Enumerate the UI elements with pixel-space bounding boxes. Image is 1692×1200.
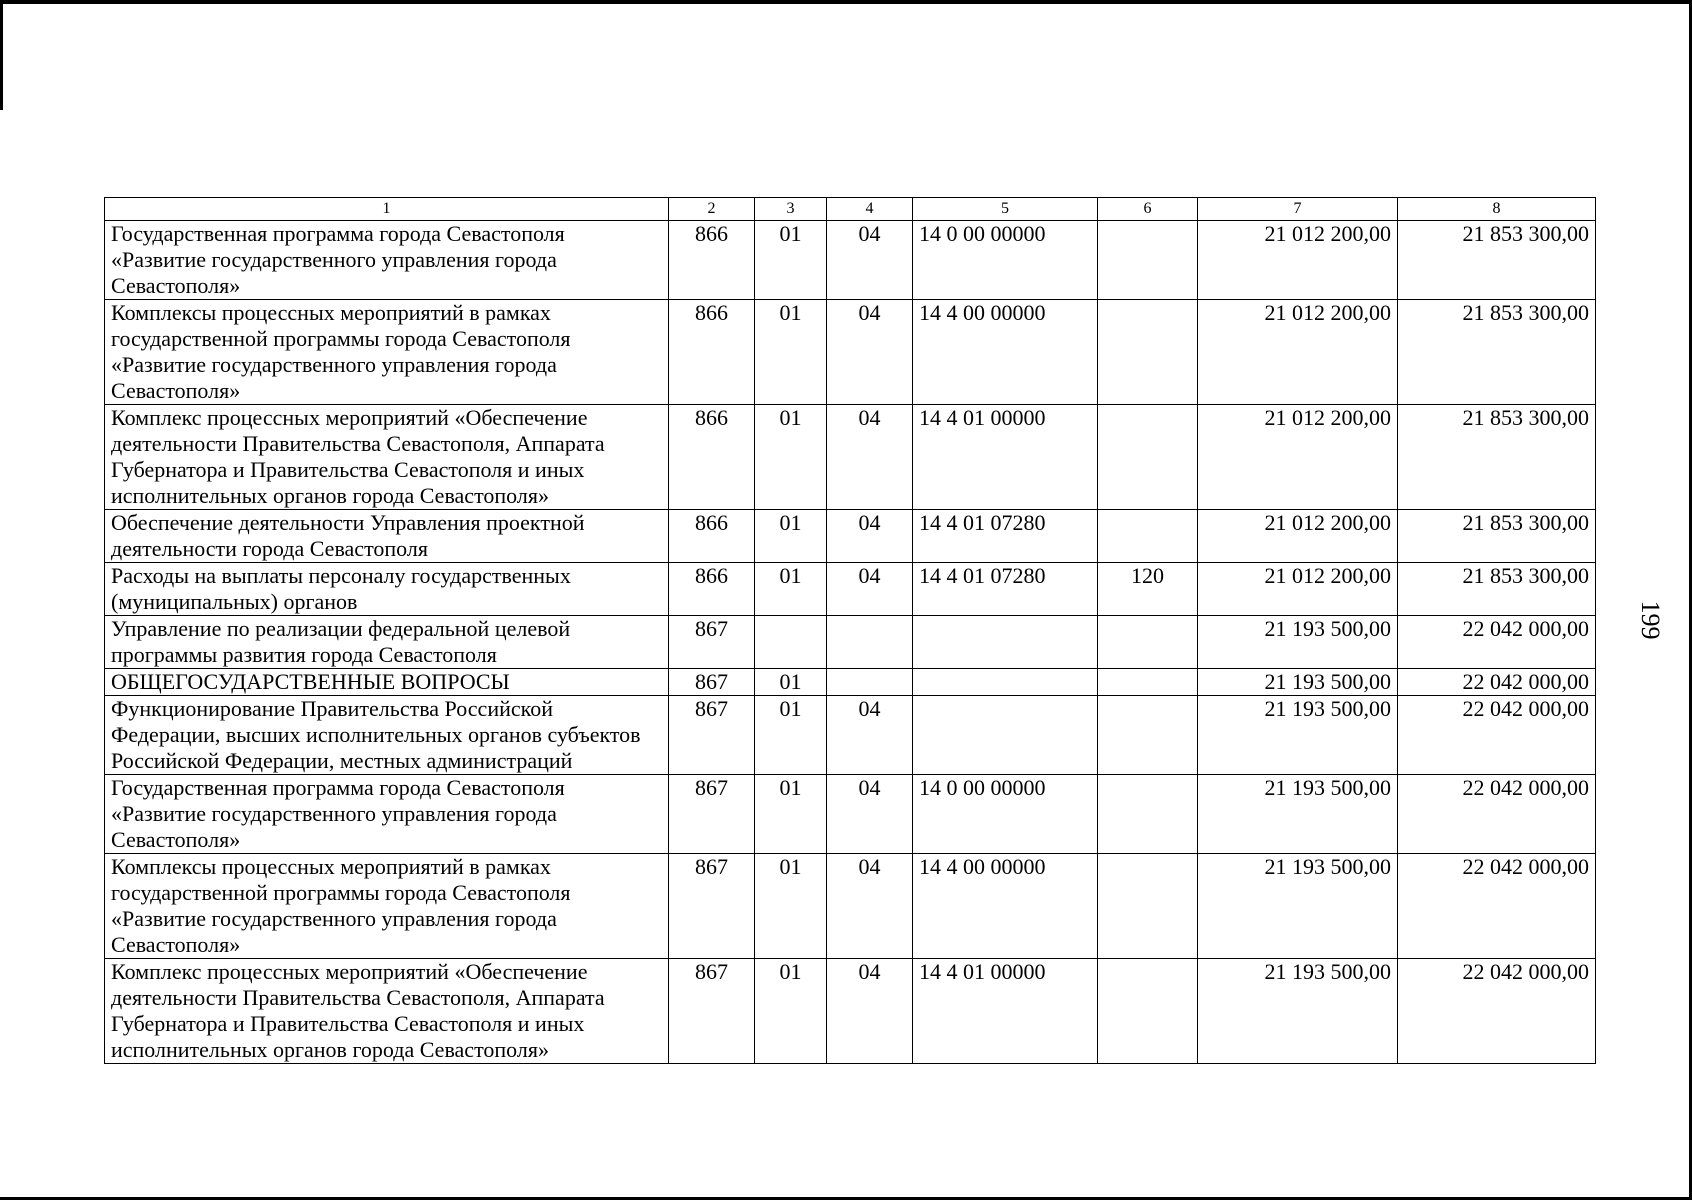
target-article-cell: 14 4 00 00000 xyxy=(913,854,1098,959)
column-header: 7 xyxy=(1198,198,1398,221)
subsection-code-cell: 04 xyxy=(827,221,913,300)
scan-border-left xyxy=(0,0,3,110)
table-row xyxy=(105,696,1596,775)
section-code-cell: 01 xyxy=(755,959,827,1064)
subsection-code-cell: 04 xyxy=(827,696,913,775)
column-header: 8 xyxy=(1398,198,1596,221)
table-row xyxy=(105,405,1596,510)
section-code-cell: 01 xyxy=(755,300,827,405)
amount-year2-cell: 21 853 300,00 xyxy=(1398,405,1596,510)
subsection-code-cell: 04 xyxy=(827,854,913,959)
table-row xyxy=(105,775,1596,854)
column-header: 5 xyxy=(913,198,1098,221)
subsection-code-cell xyxy=(827,616,913,669)
section-code-cell: 01 xyxy=(755,510,827,563)
amount-year2-cell: 21 853 300,00 xyxy=(1398,221,1596,300)
grbs-code-cell: 867 xyxy=(669,669,755,696)
amount-year1-cell: 21 012 200,00 xyxy=(1198,221,1398,300)
amount-year2-cell: 22 042 000,00 xyxy=(1398,696,1596,775)
target-article-cell xyxy=(913,669,1098,696)
grbs-code-cell: 866 xyxy=(669,405,755,510)
column-header: 2 xyxy=(669,198,755,221)
grbs-code-cell: 867 xyxy=(669,616,755,669)
section-code-cell: 01 xyxy=(755,221,827,300)
expense-type-cell xyxy=(1098,221,1198,300)
expense-type-cell xyxy=(1098,775,1198,854)
amount-year1-cell: 21 012 200,00 xyxy=(1198,510,1398,563)
grbs-code-cell: 866 xyxy=(669,510,755,563)
amount-year2-cell: 22 042 000,00 xyxy=(1398,669,1596,696)
row-name-cell: Обеспечение деятельности Управления проектной деятельности города Севастополя xyxy=(105,510,669,563)
expense-type-cell xyxy=(1098,300,1198,405)
row-name-cell: Комплекс процессных мероприятий «Обеспечение деятельности Правительства Севастополя, Аппарата Губернатора и Правительства Севастополя и иных исполнительных органов города Севастополя» xyxy=(105,405,669,510)
amount-year1-cell: 21 193 500,00 xyxy=(1198,959,1398,1064)
amount-year2-cell: 22 042 000,00 xyxy=(1398,616,1596,669)
amount-year2-cell: 22 042 000,00 xyxy=(1398,775,1596,854)
row-name-cell: Расходы на выплаты персоналу государственных (муниципальных) органов xyxy=(105,563,669,616)
expense-type-cell xyxy=(1098,959,1198,1064)
target-article-cell: 14 4 00 00000 xyxy=(913,300,1098,405)
expense-type-cell xyxy=(1098,510,1198,563)
section-code-cell: 01 xyxy=(755,854,827,959)
section-code-cell xyxy=(755,616,827,669)
target-article-cell: 14 0 00 00000 xyxy=(913,221,1098,300)
row-name-cell: Управление по реализации федеральной целевой программы развития города Севастополя xyxy=(105,616,669,669)
amount-year1-cell: 21 012 200,00 xyxy=(1198,405,1398,510)
row-name-cell: Государственная программа города Севастополя «Развитие государственного управления города Севастополя» xyxy=(105,775,669,854)
header-row xyxy=(105,198,1596,221)
amount-year2-cell: 21 853 300,00 xyxy=(1398,510,1596,563)
amount-year2-cell: 21 853 300,00 xyxy=(1398,563,1596,616)
grbs-code-cell: 866 xyxy=(669,300,755,405)
section-code-cell: 01 xyxy=(755,775,827,854)
target-article-cell: 14 4 01 00000 xyxy=(913,959,1098,1064)
amount-year2-cell: 21 853 300,00 xyxy=(1398,300,1596,405)
target-article-cell: 14 4 01 07280 xyxy=(913,510,1098,563)
amount-year1-cell: 21 193 500,00 xyxy=(1198,669,1398,696)
expense-type-cell xyxy=(1098,669,1198,696)
section-code-cell: 01 xyxy=(755,696,827,775)
expense-type-cell xyxy=(1098,854,1198,959)
table-row xyxy=(105,854,1596,959)
table-row xyxy=(105,221,1596,300)
subsection-code-cell: 04 xyxy=(827,510,913,563)
grbs-code-cell: 866 xyxy=(669,563,755,616)
table-row xyxy=(105,563,1596,616)
table-row xyxy=(105,510,1596,563)
amount-year1-cell: 21 193 500,00 xyxy=(1198,696,1398,775)
table-row xyxy=(105,669,1596,696)
grbs-code-cell: 867 xyxy=(669,854,755,959)
page-number: 199 xyxy=(1636,600,1665,640)
expense-type-cell: 120 xyxy=(1098,563,1198,616)
section-code-cell: 01 xyxy=(755,669,827,696)
row-name-cell: ОБЩЕГОСУДАРСТВЕННЫЕ ВОПРОСЫ xyxy=(105,669,669,696)
subsection-code-cell: 04 xyxy=(827,959,913,1064)
grbs-code-cell: 866 xyxy=(669,221,755,300)
column-header: 3 xyxy=(755,198,827,221)
grbs-code-cell: 867 xyxy=(669,696,755,775)
row-name-cell: Комплекс процессных мероприятий «Обеспечение деятельности Правительства Севастополя, Аппарата Губернатора и Правительства Севастополя и иных исполнительных органов города Севастополя» xyxy=(105,959,669,1064)
target-article-cell: 14 4 01 00000 xyxy=(913,405,1098,510)
amount-year1-cell: 21 193 500,00 xyxy=(1198,616,1398,669)
amount-year1-cell: 21 012 200,00 xyxy=(1198,563,1398,616)
amount-year2-cell: 22 042 000,00 xyxy=(1398,854,1596,959)
scan-border-top xyxy=(0,0,1692,4)
table-body xyxy=(105,221,1596,1064)
row-name-cell: Комплексы процессных мероприятий в рамках государственной программы города Севастополя «Развитие государственного управления города Севастополя» xyxy=(105,854,669,959)
column-header: 6 xyxy=(1098,198,1198,221)
expense-type-cell xyxy=(1098,616,1198,669)
amount-year1-cell: 21 193 500,00 xyxy=(1198,775,1398,854)
amount-year1-cell: 21 012 200,00 xyxy=(1198,300,1398,405)
target-article-cell xyxy=(913,696,1098,775)
subsection-code-cell: 04 xyxy=(827,300,913,405)
target-article-cell xyxy=(913,616,1098,669)
expense-type-cell xyxy=(1098,405,1198,510)
subsection-code-cell xyxy=(827,669,913,696)
table-row xyxy=(105,300,1596,405)
column-header: 4 xyxy=(827,198,913,221)
subsection-code-cell: 04 xyxy=(827,563,913,616)
grbs-code-cell: 867 xyxy=(669,959,755,1064)
amount-year2-cell: 22 042 000,00 xyxy=(1398,959,1596,1064)
table-row xyxy=(105,959,1596,1064)
target-article-cell: 14 4 01 07280 xyxy=(913,563,1098,616)
expense-type-cell xyxy=(1098,696,1198,775)
subsection-code-cell: 04 xyxy=(827,775,913,854)
target-article-cell: 14 0 00 00000 xyxy=(913,775,1098,854)
budget-table xyxy=(104,197,1596,1064)
section-code-cell: 01 xyxy=(755,405,827,510)
row-name-cell: Функционирование Правительства Российской Федерации, высших исполнительных органов субъектов Российской Федерации, местных администраций xyxy=(105,696,669,775)
row-name-cell: Государственная программа города Севастополя «Развитие государственного управления города Севастополя» xyxy=(105,221,669,300)
grbs-code-cell: 867 xyxy=(669,775,755,854)
row-name-cell: Комплексы процессных мероприятий в рамках государственной программы города Севастополя «Развитие государственного управления города Севастополя» xyxy=(105,300,669,405)
section-code-cell: 01 xyxy=(755,563,827,616)
column-header: 1 xyxy=(105,198,669,221)
amount-year1-cell: 21 193 500,00 xyxy=(1198,854,1398,959)
subsection-code-cell: 04 xyxy=(827,405,913,510)
table-row xyxy=(105,616,1596,669)
